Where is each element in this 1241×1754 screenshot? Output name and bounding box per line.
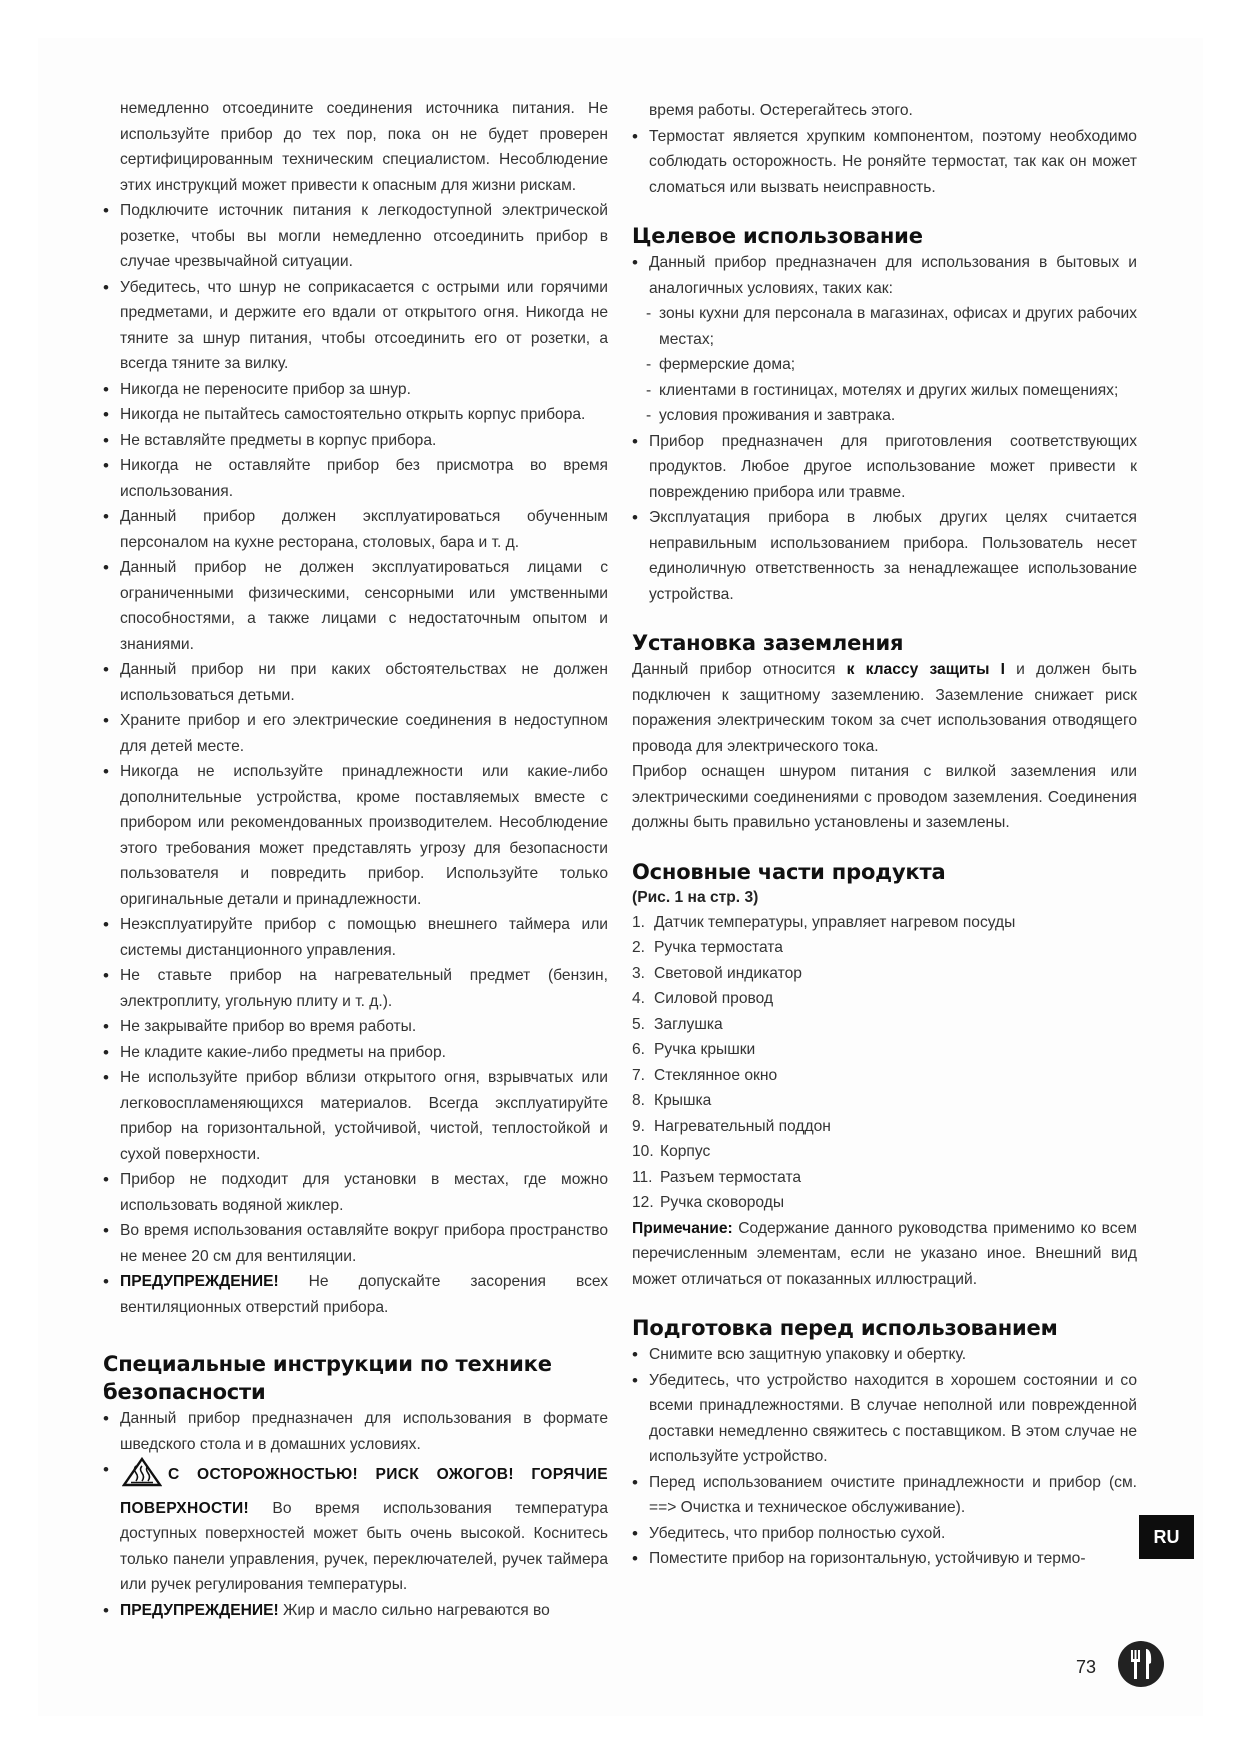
product-parts-heading: Основные части продукта — [632, 859, 946, 884]
parts-list-item — [632, 986, 1137, 1012]
item-number: 1. — [632, 913, 646, 931]
list-item: • Термостат является хрупким компонентом, поэтому необходимо соблюдать осторожность. Не роняйте термостат, так как он может сломаться или вызвать неисправность. — [632, 124, 1137, 201]
item-number: 2. — [632, 939, 646, 956]
list-item: • Данный прибор предназначен для использования в бытовых и аналогичных условиях, таких как: — [632, 250, 1137, 301]
list-item: • Неэксплуатируйте прибор с помощью внешнего таймера или системы дистанционного управления. — [103, 912, 608, 963]
page-number: 73 — [1076, 1657, 1097, 1677]
hot-surface-warning-icon — [122, 1457, 162, 1496]
sub-list-item: - зоны кухни для персонала в магазинах, офисах и других рабочих местах; — [632, 301, 1137, 352]
item-label: Датчик температуры, управляет нагревом посуды — [654, 913, 1016, 931]
sub-list-item: - фермерские дома; — [632, 352, 1137, 378]
parts-list-item — [632, 910, 1137, 936]
parts-list-item — [632, 1063, 1137, 1089]
grounding-heading: Установка заземления — [632, 631, 904, 655]
safety-bullet-list — [103, 198, 608, 1320]
list-item: • Убедитесь, что шнур не соприкасается с острыми или горячими предметами, и держите его вдали от открытого огня. Никогда не тяните за шнур питания, чтобы отсоединить его от розетки, а всегда тяните за вилку. — [103, 275, 608, 377]
parts-list-item — [632, 1114, 1137, 1140]
grounding-text-b: и должен быть подключен к защитному заземлению. Заземление снижает риск поражения электрическим током за счет использования отводящего провода для электрического тока. — [632, 661, 1137, 755]
list-item: • Перед использованием очистите принадлежности и прибор (см. ==> Очистка и техническое обслуживание). — [632, 1470, 1137, 1521]
item-label: Нагревательный поддон — [654, 1117, 831, 1135]
list-item: • Не закрывайте прибор во время работы. — [103, 1014, 608, 1040]
item-number: 6. — [632, 1041, 646, 1058]
item-label: Силовой провод — [654, 990, 774, 1007]
warning-label: ПРЕДУПРЕЖДЕНИЕ! — [120, 1273, 279, 1290]
burn-warning-text: Во время использования температура доступных поверхностей может быть очень высокой. Коснитесь только панели управления, ручек, переключателей, ручек таймера или ручек регулирования температуры. — [120, 1499, 608, 1593]
list-item: • Данный прибор должен эксплуатироваться обученным персоналом на кухне ресторана, столовых, бара и т. д. — [103, 504, 608, 555]
list-item: • Прибор предназначен для приготовления соответствующих продуктов. Любое другое использование может привести к повреждению прибора или травме. — [632, 429, 1137, 506]
warning-item — [103, 1269, 608, 1320]
list-item: • Никогда не используйте принадлежности или какие-либо дополнительные устройства, кроме поставляемых вместе с прибором или рекомендованных производителем. Несоблюдение этого требования может представлять угрозу для безопасности пользователя и повредить прибор. Используйте только оригинальные детали и принадлежности. — [103, 759, 608, 912]
note-label: Примечание: — [632, 1219, 733, 1237]
item-number: 12. — [632, 1194, 654, 1211]
parts-list-item — [632, 1088, 1137, 1114]
figure-reference: (Рис. 1 на стр. 3) — [632, 888, 759, 906]
list-item: • Никогда не пытайтесь самостоятельно открыть корпус прибора. — [103, 402, 608, 428]
parts-list-item — [632, 1165, 1137, 1191]
parts-list-item — [632, 1139, 1137, 1165]
item-label: Заглушка — [654, 1015, 723, 1033]
list-item: • Не кладите какие-либо предметы на прибор. — [103, 1040, 608, 1066]
item-label: Ручка термостата — [654, 939, 783, 956]
parts-list-item — [632, 1037, 1137, 1063]
list-item: • Во время использования оставляйте вокруг прибора пространство не менее 20 см для вентиляции. — [103, 1218, 608, 1269]
grounding-paragraph-2: Прибор оснащен шнуром питания с вилкой заземления или электрическими соединениями с проводом заземления. Соединения должны быть правильно установлены и заземлены. — [632, 763, 1137, 831]
list-item: • Храните прибор и его электрические соединения в недоступном для детей месте. — [103, 708, 608, 759]
cutlery-logo-icon — [1117, 1640, 1165, 1688]
item-number: 4. — [632, 990, 646, 1007]
list-item: • Снимите всю защитную упаковку и обертку. — [632, 1342, 1137, 1368]
grounding-paragraph — [632, 657, 1137, 759]
warning-label: ПРЕДУПРЕЖДЕНИЕ! — [120, 1601, 279, 1619]
preparation-heading: Подготовка перед использованием — [632, 1316, 1058, 1340]
warning-text: Не допускайте засорения всех вентиляционных отверстий прибора. — [120, 1273, 608, 1316]
grounding-text-a: Данный прибор относится — [632, 661, 847, 678]
item-label: Корпус — [660, 1143, 711, 1160]
list-item: • Данный прибор не должен эксплуатироваться лицами с ограниченными физическими, сенсорными или умственными способностями, а также лицами с недостаточным опытом и знаниями. — [103, 555, 608, 657]
list-item: • Подключите источник питания к легкодоступной электрической розетке, чтобы вы могли немедленно отсоединить прибор в случае чрезвычайной ситуации. — [103, 198, 608, 275]
list-item: • Убедитесь, что устройство находится в хорошем состоянии и со всеми принадлежностями. В случае неполной или поврежденной доставки немедленно свяжитесь с поставщиком. В этом случае не используйте устройство. — [632, 1368, 1137, 1470]
warning-item — [103, 1598, 608, 1624]
list-item: • Поместите прибор на горизонтальную, устойчивую и термо- — [632, 1546, 1137, 1572]
item-label: Разъем термостата — [660, 1168, 802, 1186]
item-label: Ручка сковороды — [660, 1194, 785, 1211]
list-item: • Никогда не переносите прибор за шнур. — [103, 377, 608, 403]
parts-list-item — [632, 1012, 1137, 1038]
parts-list-item — [632, 935, 1137, 961]
item-label: Световой индикатор — [654, 964, 802, 982]
note-paragraph — [632, 1216, 1137, 1293]
list-item: • Данный прибор ни при каких обстоятельствах не должен использоваться детьми. — [103, 657, 608, 708]
intro-continuation: немедленно отсоедините соединения источника питания. Не используйте прибор до тех пор, пока он не будет проверен сертифицированным техническим специалистом. Несоблюдение этих инструкций может привести к опасным для жизни рискам. — [120, 100, 608, 194]
item-number: 3. — [632, 964, 646, 982]
continuation-text: время работы. Остерегайтесь этого. — [649, 102, 913, 119]
language-tab: RU — [1139, 1515, 1194, 1559]
list-item: • Данный прибор предназначен для использования в формате шведского стола и в домашних условиях. — [103, 1406, 608, 1457]
warning-text: Жир и масло сильно нагреваются во — [278, 1601, 550, 1619]
special-instructions-heading: Специальные инструкции по технике безопасности — [103, 1352, 552, 1404]
item-number: 5. — [632, 1015, 646, 1033]
note-text: Содержание данного руководства применимо ко всем перечисленным элементам, если не указано иное. Внешний вид может отличаться от показанных иллюстраций. — [632, 1219, 1137, 1288]
right-column — [632, 98, 1137, 1572]
sub-list-item: - условия проживания и завтрака. — [632, 403, 1137, 429]
burn-warning-title: С ОСТОРОЖНОСТЬЮ! РИСК ОЖОГОВ! ГОРЯЧИЕ ПОВЕРХНОСТИ! — [120, 1466, 608, 1517]
item-number: 10. — [632, 1143, 654, 1160]
list-item: • Не ставьте прибор на нагревательный предмет (бензин, электроплиту, угольную плиту и т. д.). — [103, 963, 608, 1014]
sub-list-item: - клиентами в гостиницах, мотелях и других жилых помещениях; — [632, 378, 1137, 404]
item-number: 8. — [632, 1092, 646, 1109]
burn-warning-item — [103, 1457, 608, 1598]
list-item: • Прибор не подходит для установки в местах, где можно использовать водяной жиклер. — [103, 1167, 608, 1218]
list-item: • Убедитесь, что прибор полностью сухой. — [632, 1521, 1137, 1547]
intended-use-heading: Целевое использование — [632, 224, 923, 248]
parts-list-item — [632, 961, 1137, 987]
parts-list — [632, 910, 1137, 1216]
list-item: • Не используйте прибор вблизи открытого огня, взрывчатых или легковоспламеняющихся материалов. Всегда эксплуатируйте прибор на горизонтальной, устойчивой, чистой, теплостойкой и сухой поверхности. — [103, 1065, 608, 1167]
list-item: • Эксплуатация прибора в любых других целях считается неправильным использованием прибора. Пользователь несет единоличную ответственность за ненадлежащее использование устройства. — [632, 505, 1137, 607]
item-number: 7. — [632, 1066, 646, 1084]
list-item: • Никогда не оставляйте прибор без присмотра во время использования. — [103, 453, 608, 504]
list-item: • Не вставляйте предметы в корпус прибора. — [103, 428, 608, 454]
item-label: Ручка крышки — [654, 1041, 756, 1058]
left-column — [103, 96, 608, 1623]
item-label: Крышка — [654, 1092, 712, 1109]
parts-list-item — [632, 1190, 1137, 1216]
item-number: 11. — [632, 1168, 653, 1186]
item-label: Стеклянное окно — [654, 1066, 778, 1084]
protection-class: к классу защиты I — [846, 661, 1005, 678]
item-number: 9. — [632, 1117, 646, 1135]
